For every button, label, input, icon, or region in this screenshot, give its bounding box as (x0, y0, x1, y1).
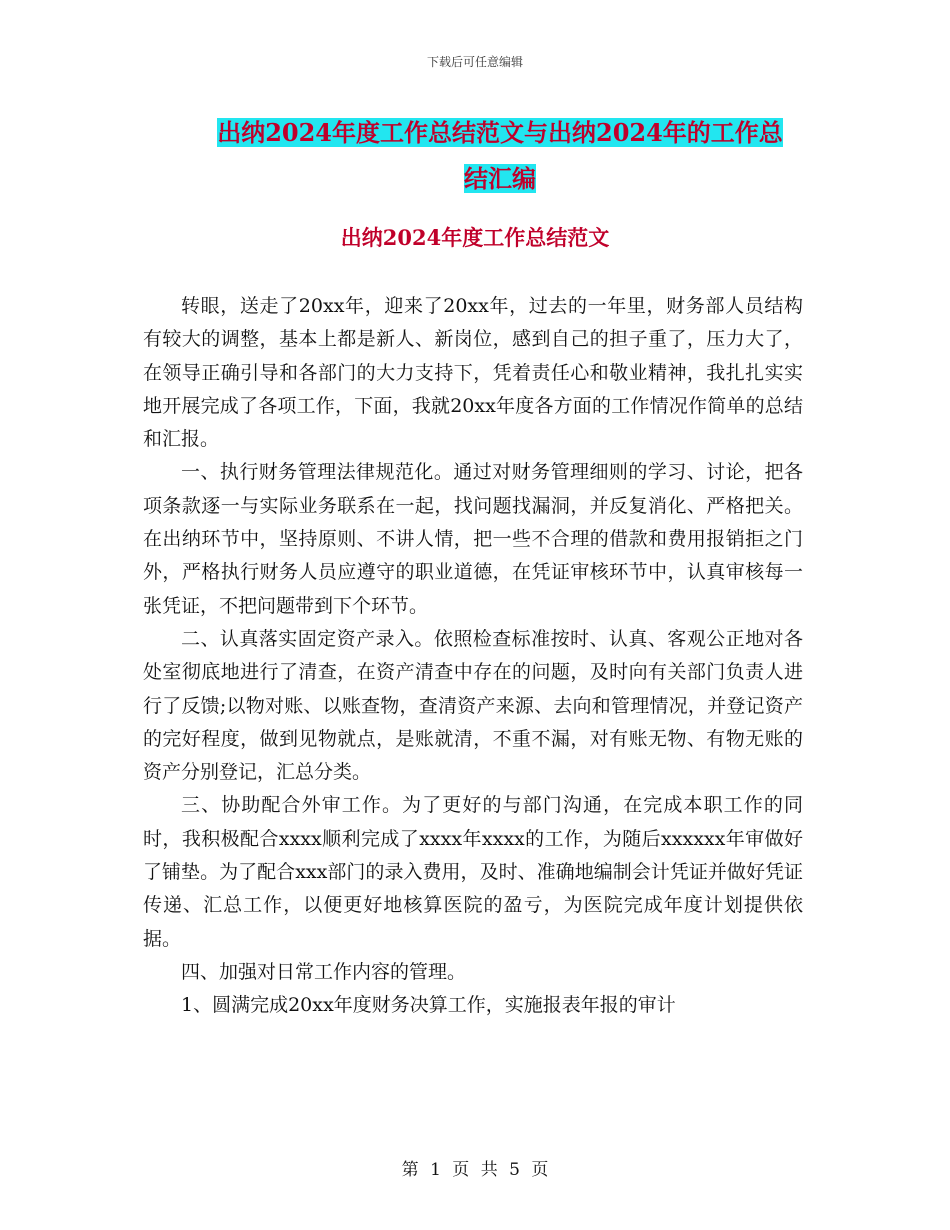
paragraph-4: 四、加强对日常工作内容的管理。 (181, 960, 467, 983)
paragraph-intro: 转眼，送走了20xx年，迎来了20xx年，过去的一年里，财务部人员结构有较大的调整，基本上都是新人、新岗位，感到自己的担子重了，压力大了，在领导正确引导和各部门的大力支持下，凭着责任心和敬业精神，我扎扎实实地开展完成了各项工作，下面，我就20xx年度各方面的工作情况作简单的总结和汇报。 (143, 295, 803, 451)
title-line-1: 出纳2024年度工作总结范文与出纳2024年的工作总 (217, 118, 783, 147)
paragraph-2: 二、认真落实固定资产录入。依照检查标准按时、认真、客观公正地对各处室彻底地进行了清查，在资产清查中存在的问题，及时向有关部门负责人进行了反馈;以物对账、以账查物，查清资产来源、去向和管理情况，并登记资产的完好程度，做到见物就点，是账就清，不重不漏，对有账无物、有物无账的资产分别登记，汇总分类。 (143, 627, 803, 784)
document-title (195, 110, 805, 202)
body-text (143, 290, 803, 1023)
title-line-2: 结汇编 (464, 164, 536, 193)
header-note: 下载后可任意编辑 (426, 55, 523, 69)
paragraph-3: 三、协助配合外审工作。为了更好的与部门沟通，在完成本职工作的同时，我积极配合xxxx顺利完成了xxxx年xxxx的工作，为随后xxxxxx年审做好了铺垫。为了配合xxx部门的录入费用，及时、准确地编制会计凭证并做好凭证传递、汇总工作，以便更好地核算医院的盈亏，为医院完成年度计划提供依据。 (143, 794, 803, 950)
paragraph-1: 一、执行财务管理法律规范化。通过对财务管理细则的学习、讨论，把各项条款逐一与实际业务联系在一起，找问题找漏洞，并反复消化、严格把关。在出纳环节中，坚持原则、不讲人情，把一些不合理的借款和费用报销拒之门外，严格执行财务人员应遵守的职业道德，在凭证审核环节中，认真审核每一张凭证，不把问题带到下个环节。 (143, 461, 803, 617)
paragraph-5: 1、圆满完成20xx年度财务决算工作，实施报表年报的审计 (181, 994, 676, 1017)
page-footer: 第 1 页 共 5 页 (401, 1160, 549, 1180)
section-title: 出纳2024年度工作总结范文 (340, 225, 610, 250)
